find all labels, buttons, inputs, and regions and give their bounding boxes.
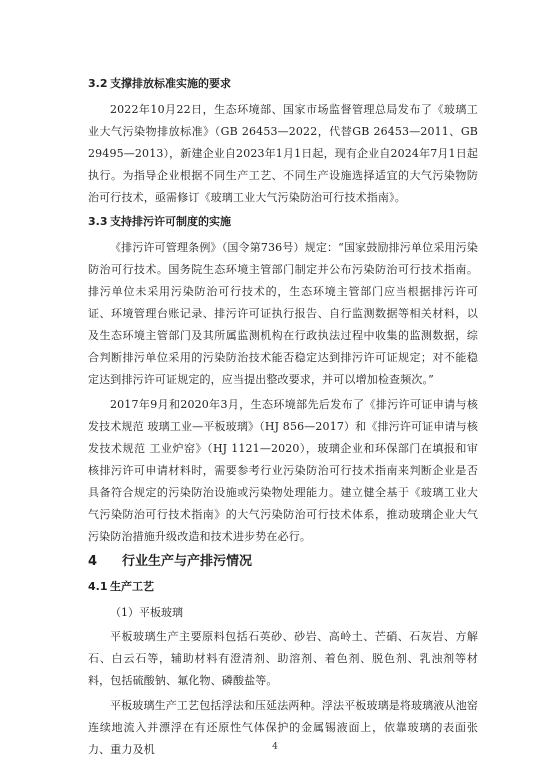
section-number: 3.3 <box>88 215 108 228</box>
section-heading-3-3 <box>88 214 478 230</box>
section-3-3-paragraph-2: 2017年9月和2020年3月，生态环境部先后发布了《排污许可证申请与核发技术规范 玻璃工业—平板玻璃》（HJ 856—2017）和《排污许可证申请与核发技术规范 工业炉窑》（HJ 1121—2020），玻璃企业和环保部门在填报和审核排污许可申请材料时，需要参考行业污染防治可行技术指南来判断企业是否具备符合规定的污染防治设施或污染物处理能力。建立健全基于《玻璃工业大气污染防治可行技术指南》的大气污染防治可行技术体系，推动玻璃企业大气污染防治措施升级改造和技术进步势在必行。 <box>88 398 478 543</box>
section-title: 支撑排放标准实施的要求 <box>110 77 231 90</box>
page-content <box>88 76 478 766</box>
section-heading-4-1 <box>88 579 478 595</box>
section-heading-4 <box>88 553 478 571</box>
section-title: 生产工艺 <box>110 580 154 593</box>
section-number: 4 <box>88 554 98 569</box>
section-4-1-paragraph-2: 平板玻璃生产工艺包括浮法和压延法两种。浮法平板玻璃是将玻璃液从池窑连续地流入并漂浮在有还原性气体保护的金属锡液面上，依靠玻璃的表面张力、重力及机 <box>88 699 478 756</box>
section-3-3-paragraph-1: 《排污许可管理条例》（国令第736号）规定：“国家鼓励排污单位采用污染防治可行技术。国务院生态环境主管部门制定并公布污染防治可行技术指南。排污单位未采用污染防治可行技术的，生态环境主管部门应当根据排污许可证、环境管理台账记录、排污许可证执行报告、自行监测数据等相关材料，以及生态环境主管部门及其所属监测机构在行政执法过程中收集的监测数据，综合判断排污单位采用的污染防治技术能否稳定达到排污许可证规定；对不能稳定达到排污许可证规定的，应当提出整改要求，并可以增加检查频次。” <box>88 241 478 386</box>
section-title: 行业生产与产排污情况 <box>122 554 253 569</box>
section-title: 支持排污许可制度的实施 <box>110 215 231 228</box>
section-3-2-paragraph: 2022年10月22日，生态环境部、国家市场监督管理总局发布了《玻璃工业大气污染物排放标准》（GB 26453—2022，代替GB 26453—2011、GB 29495—2013），新建企业自2023年1月1日起，现有企业自2024年7月1日起执行。为指导企业根据不同生产工艺、不同生产设施选择适宜的大气污染物防治可行技术，亟需修订《玻璃工业大气污染防治可行技术指南》。 <box>88 103 478 204</box>
section-number: 4.1 <box>88 580 108 593</box>
subsection-heading-flat-glass: （1）平板玻璃 <box>110 606 183 619</box>
page-number: 4 <box>272 742 278 752</box>
section-4-1-paragraph-1: 平板玻璃生产主要原料包括石英砂、砂岩、高岭土、芒硝、石灰岩、方解石、白云石等，辅助材料有澄清剂、助溶剂、着色剂、脱色剂、乳浊剂等材料，包括硫酸钠、氟化物、磷酸盐等。 <box>88 630 478 687</box>
section-number: 3.2 <box>88 77 108 90</box>
section-heading-3-2 <box>88 76 478 92</box>
